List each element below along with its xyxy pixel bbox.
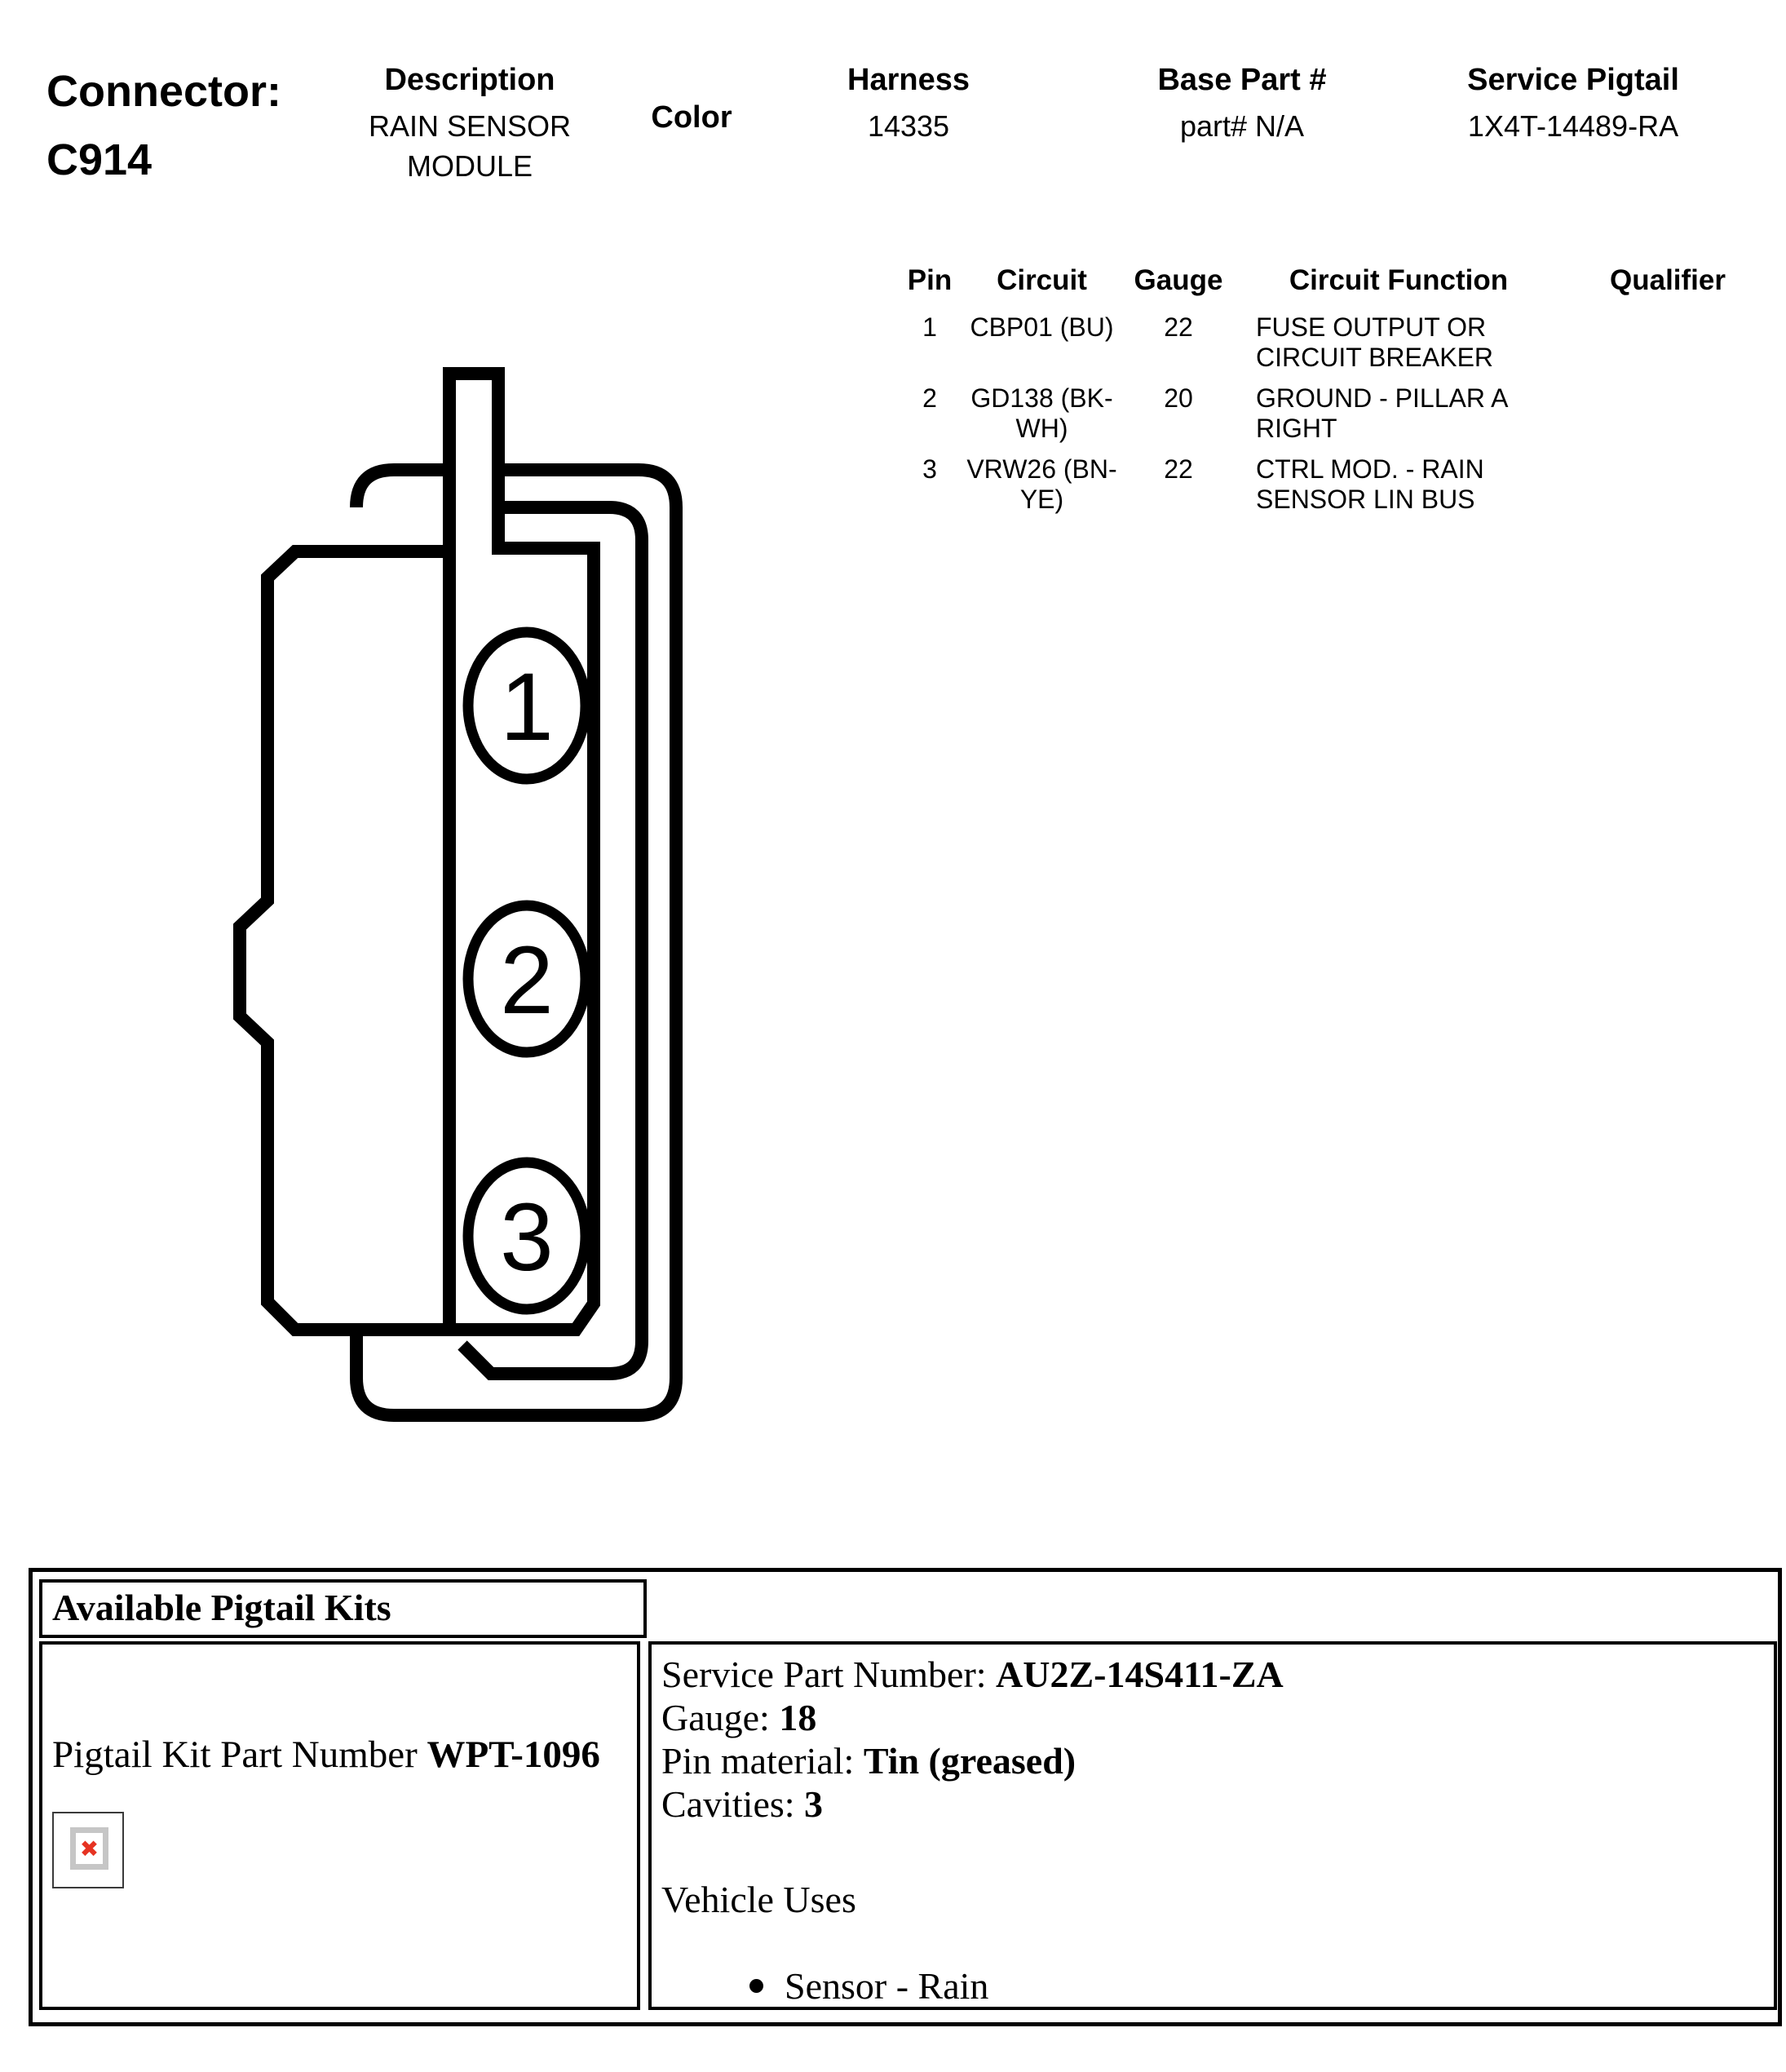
service-pigtail-label: Service Pigtail [1467, 63, 1679, 97]
gauge-cell: 22 [1164, 312, 1193, 342]
pigtail-kit-part-number [52, 1733, 600, 1777]
pin-table-header-pin: Pin [907, 264, 953, 296]
pin-3-number: 3 [500, 1184, 554, 1291]
pin-cell: 2 [922, 383, 937, 413]
broken-image-x-icon: ✖ [79, 1835, 99, 1862]
circuit-cell: VRW26 (BN-YE) [966, 454, 1117, 514]
pin-table-header-gauge: Gauge [1134, 264, 1223, 296]
gauge-line [652, 1696, 1774, 1739]
service-part-number-label: Service Part Number: [661, 1654, 997, 1695]
header-col-service-pigtail [1451, 62, 1695, 146]
gauge-value: 18 [779, 1697, 817, 1738]
gauge-cell: 20 [1164, 383, 1193, 413]
broken-image-placeholder [52, 1812, 124, 1888]
connector-title [46, 57, 281, 194]
service-pigtail-value: 1X4T-14489-RA [1467, 109, 1679, 143]
qualifier-cell [1558, 312, 1778, 373]
pigtail-kits-header: Available Pigtail Kits [39, 1579, 647, 1638]
description-label: Description [384, 63, 555, 97]
connector-diagram [228, 359, 693, 1485]
base-part-value: part# N/A [1179, 109, 1305, 143]
pin-table-header-circuit: Circuit [997, 264, 1087, 296]
harness-label: Harness [847, 63, 970, 97]
header-col-harness [811, 62, 1006, 146]
connector-label: Connector: [46, 67, 281, 116]
cavities-value: 3 [804, 1783, 824, 1825]
pin-cell: 1 [922, 312, 937, 342]
bullet-icon [749, 1979, 763, 1993]
pigtail-kits-table [29, 1568, 1782, 2026]
pigtail-kit-label: Pigtail Kit Part Number [52, 1733, 427, 1776]
pin-material-label: Pin material: [661, 1740, 864, 1782]
vehicle-use-item [749, 1964, 988, 2008]
connector-id: C914 [46, 135, 153, 184]
pin-table-header-function: Circuit Function [1289, 264, 1509, 296]
qualifier-cell [1558, 383, 1778, 444]
broken-image-frame [70, 1827, 108, 1870]
pin-material-value: Tin (greased) [863, 1740, 1076, 1782]
pigtail-kit-number: WPT-1096 [427, 1733, 600, 1776]
circuit-cell: CBP01 (BU) [970, 312, 1114, 342]
function-cell: GROUND - PILLAR A RIGHT [1256, 383, 1507, 443]
harness-value: 14335 [867, 109, 950, 143]
pigtail-kit-cell [39, 1641, 640, 2010]
header-col-description [347, 62, 592, 186]
pin-material-line [652, 1739, 1774, 1782]
service-part-number-line [652, 1653, 1774, 1696]
qualifier-cell [1558, 454, 1778, 515]
function-cell: CTRL MOD. - RAIN SENSOR LIN BUS [1256, 454, 1484, 514]
pin-table-header-qualifier: Qualifier [1610, 264, 1726, 296]
gauge-cell: 22 [1164, 454, 1193, 484]
vehicle-use-text: Sensor - Rain [785, 1965, 989, 2007]
pin-1-number: 1 [500, 653, 554, 761]
pin-2-number: 2 [500, 927, 554, 1034]
color-label: Color [651, 100, 732, 135]
cavities-label: Cavities: [661, 1783, 805, 1825]
gauge-label: Gauge: [661, 1697, 780, 1738]
connector-drawing [228, 359, 693, 1485]
pigtail-detail-cell [648, 1641, 1777, 2010]
cavities-line [652, 1782, 1774, 1826]
vehicle-uses-heading: Vehicle Uses [661, 1879, 856, 1920]
header-col-color [602, 100, 781, 144]
header-col-base-part [1140, 62, 1344, 146]
description-value: RAIN SENSOR MODULE [368, 109, 572, 183]
function-cell: FUSE OUTPUT OR CIRCUIT BREAKER [1256, 312, 1494, 372]
pin-cell: 3 [922, 454, 937, 484]
pigtail-detail-lines [652, 1653, 1774, 1826]
pin-table [893, 263, 1778, 515]
circuit-cell: GD138 (BK-WH) [970, 383, 1113, 443]
service-part-number-value: AU2Z-14S411-ZA [996, 1654, 1284, 1695]
base-part-label: Base Part # [1157, 63, 1327, 97]
